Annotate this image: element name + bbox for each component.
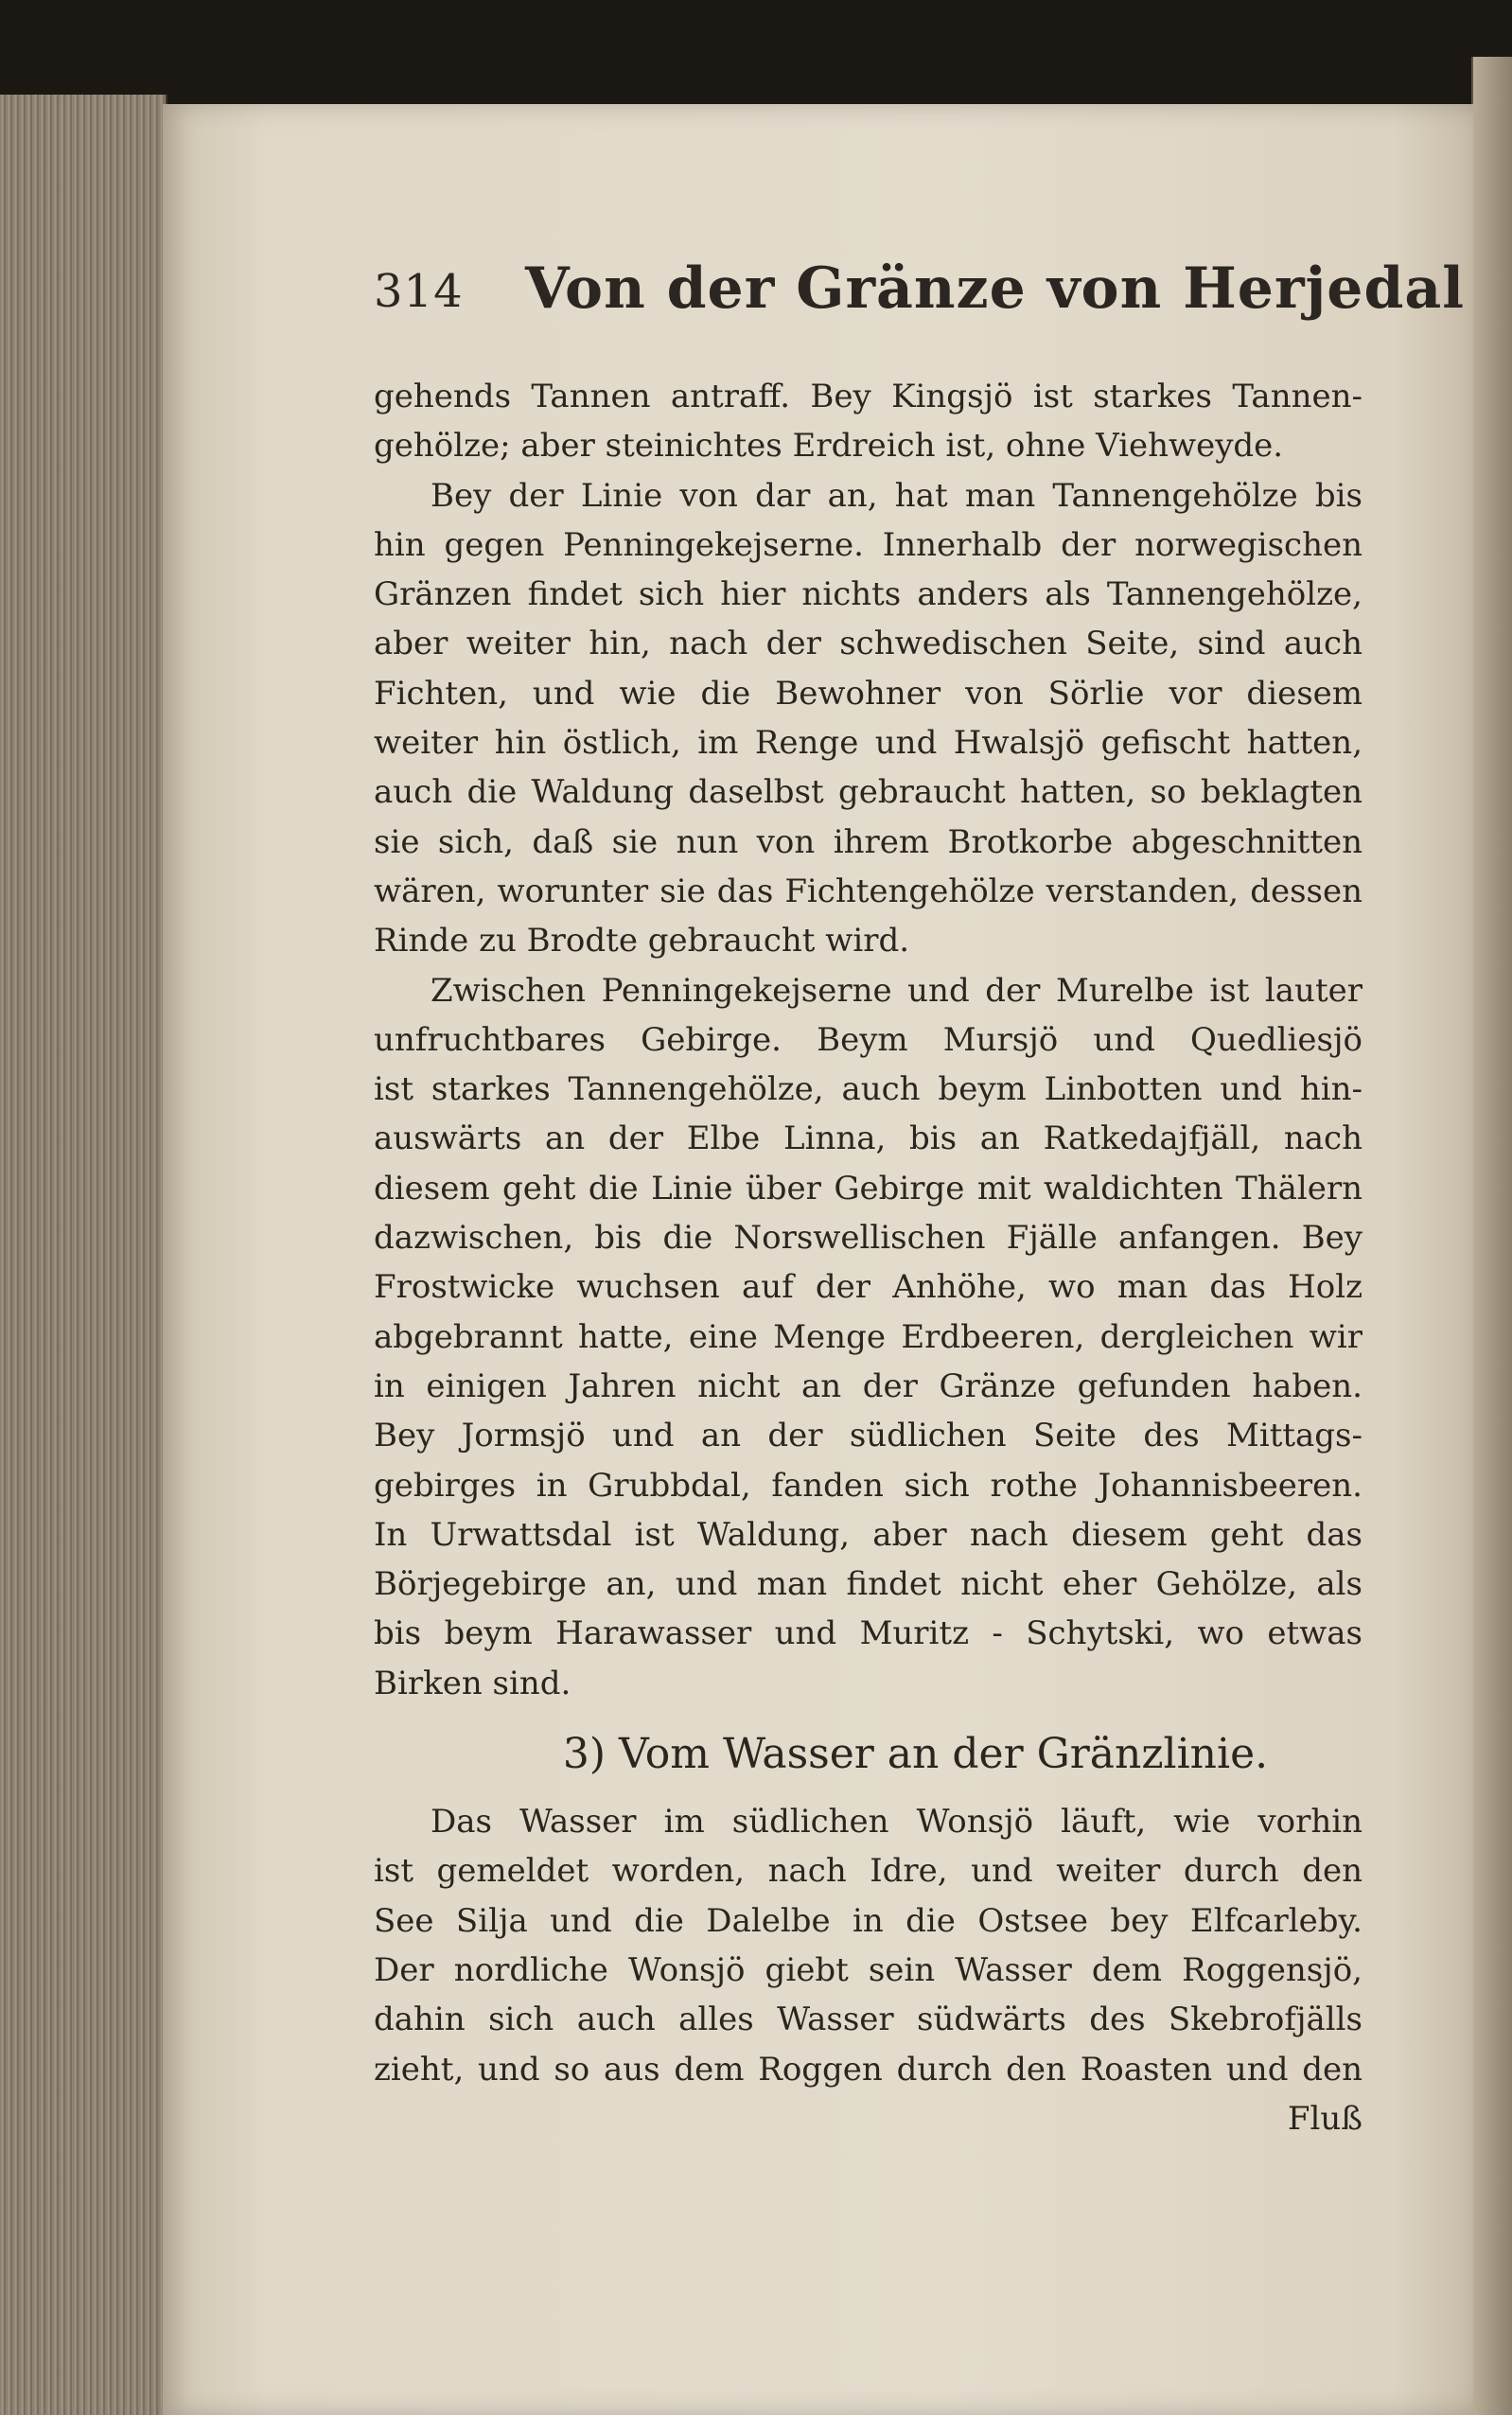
text-line: abgebrannt hatte, eine Menge Erdbeeren, dergleichen wir — [374, 1317, 1363, 1356]
text-line: ist gemeldet worden, nach Idre, und weiter durch den — [374, 1852, 1363, 1891]
text-line: Börjegebirge an, und man findet nicht eher Gehölze, als — [374, 1565, 1363, 1604]
text-line: Birken sind. — [374, 1664, 571, 1702]
text-line: Gränzen findet sich hier nichts anders als Tannengehölze, — [374, 575, 1363, 614]
page-header — [374, 256, 1466, 331]
text-line: aber weiter hin, nach der schwedischen Seite, sind auch — [374, 625, 1363, 663]
text-line: gebirges in Grubbdal, fanden sich rothe Johannisbeeren. — [374, 1466, 1363, 1505]
text-line: Bey Jormsjö und an der südlichen Seite des Mittags- — [374, 1417, 1363, 1455]
text-line: weiter hin östlich, im Renge und Hwalsjö gefischt hatten, — [374, 724, 1363, 763]
text-line: Bey der Linie von dar an, hat man Tannengehölze bis — [431, 476, 1363, 515]
text-line: Der nordliche Wonsjö giebt sein Wasser dem Roggensjö, — [374, 1950, 1363, 1989]
text-line: zieht, und so aus dem Roggen durch den Roasten und den — [374, 2050, 1363, 2089]
facing-page-edge — [1471, 57, 1512, 2415]
text-line: hin gegen Penningekejserne. Innerhalb der norwegischen — [374, 525, 1363, 564]
page-number: 314 — [374, 265, 464, 318]
text-line: auswärts an der Elbe Linna, bis an Ratkedajfjäll, nach — [374, 1119, 1363, 1158]
text-line: gehends Tannen antraff. Bey Kingsjö ist starkes Tannen- — [374, 378, 1363, 415]
text-line: See Silja und die Dalelbe in die Ostsee bey Elfcarleby. — [374, 1901, 1363, 1940]
text-line: Das Wasser im südlichen Wonsjö läuft, wie vorhin — [431, 1803, 1363, 1842]
catchword: Fluß — [1287, 2099, 1363, 2138]
text-line: Fichten, und wie die Bewohner von Sörlie vor diesem — [374, 674, 1363, 713]
text-line: diesem geht die Linie über Gebirge mit waldichten Thälern — [374, 1169, 1363, 1208]
text-line: dazwischen, bis die Norswellischen Fjälle anfangen. Bey — [374, 1219, 1363, 1258]
text-line: Rinde zu Brodte gebraucht wird. — [374, 922, 910, 961]
text-line: ist starkes Tannengehölze, auch beym Linbotten und hin- — [374, 1070, 1363, 1109]
text-line: Frostwicke wuchsen auf der Anhöhe, wo man das Holz — [374, 1268, 1363, 1307]
text-line: In Urwattsdal ist Waldung, aber nach diesem geht das — [374, 1515, 1363, 1554]
body-text — [374, 372, 1363, 2143]
text-line: unfruchtbares Gebirge. Beym Mursjö und Quedliesjö — [374, 1020, 1363, 1059]
text-line: wären, worunter sie das Fichtengehölze verstanden, dessen — [374, 872, 1363, 910]
running-title: Von der Gränze von Herjedal — [525, 256, 1466, 322]
text-line: sie sich, daß sie nun von ihrem Brotkorbe abgeschnitten — [374, 822, 1363, 861]
text-line: gehölze; aber steinichtes Erdreich ist, ohne Viehweyde. — [374, 427, 1284, 466]
text-line: auch die Waldung daselbst gebraucht hatten, so beklagten — [374, 773, 1363, 812]
text-line: dahin sich auch alles Wasser südwärts des Skebrofjälls — [374, 2001, 1363, 2039]
text-line: bis beym Harawasser und Muritz - Schytski, wo etwas — [374, 1614, 1363, 1653]
page-edges — [0, 95, 167, 2415]
text-line: Zwischen Penningekejserne und der Murelbe ist lauter — [431, 971, 1363, 1010]
text-line: in einigen Jahren nicht an der Gränze gefunden haben. — [374, 1366, 1363, 1405]
section-heading: 3) Vom Wasser an der Gränzlinie. — [562, 1730, 1269, 1779]
